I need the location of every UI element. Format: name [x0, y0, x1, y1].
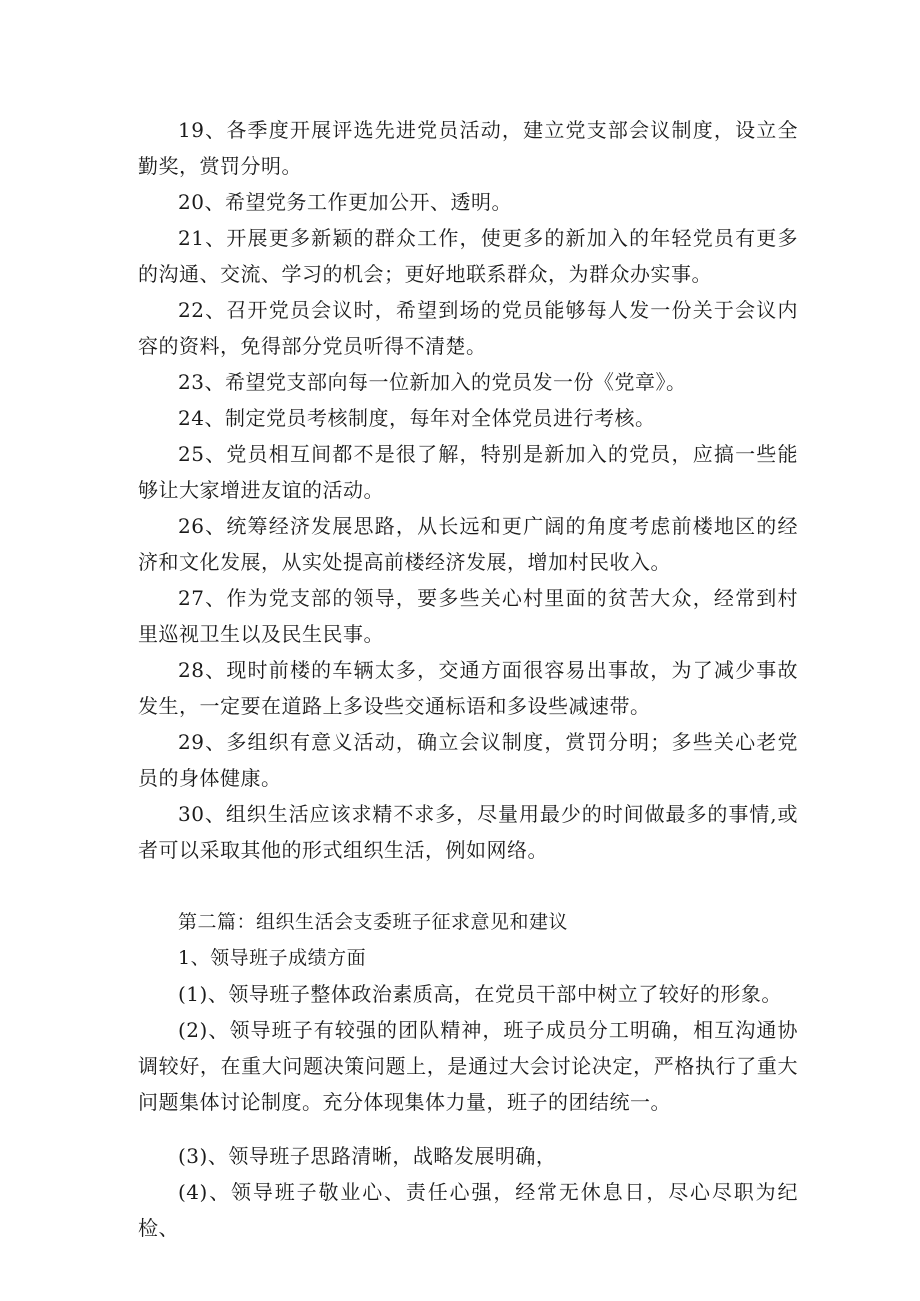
- paragraph-spacer: [138, 1120, 798, 1138]
- sub-item-3: (3)、领导班子思路清晰，战略发展明确，: [178, 1144, 557, 1168]
- sub-item-1: (1)、领导班子整体政治素质高，在党员干部中树立了较好的形象。: [178, 982, 782, 1006]
- section-title: 第二篇：组织生活会支委班子征求意见和建议: [178, 911, 569, 933]
- sub-item-4: (4)、领导班子敬业心、责任心强，经常无休息日，尽心尽职为纪检、: [138, 1180, 798, 1240]
- subsection-title: 1、领导班子成绩方面: [178, 947, 367, 969]
- list-item-25: 25、党员相互间都不是很了解，特别是新加入的党员，应搞一些能够让大家增进友谊的活动。: [138, 442, 798, 502]
- list-item-20: 20、希望党务工作更加公开、透明。: [178, 190, 512, 214]
- list-item-29: 29、多组织有意义活动，确立会议制度，赏罚分明；多些关心老党员的身体健康。: [138, 730, 798, 790]
- list-item-28: 28、现时前楼的车辆太多，交通方面很容易出事故，为了减少事故发生，一定要在道路上多设些交通标语和多设些减速带。: [138, 658, 798, 718]
- list-item-22: 22、召开党员会议时，希望到场的党员能够每人发一份关于会议内容的资料，免得部分党员听得不清楚。: [138, 298, 798, 358]
- list-item-21: 21、开展更多新颖的群众工作，使更多的新加入的年轻党员有更多的沟通、交流、学习的机会；更好地联系群众，为群众办实事。: [138, 226, 798, 286]
- list-item-23: 23、希望党支部向每一位新加入的党员发一份《党章》。: [178, 370, 687, 394]
- list-item-30: 30、组织生活应该求精不求多，尽量用最少的时间做最多的事情,或者可以采取其他的形式组织生活，例如网络。: [138, 802, 798, 862]
- section-spacer: [138, 868, 798, 904]
- document-body: [138, 112, 798, 1246]
- list-item-26: 26、统筹经济发展思路，从长远和更广阔的角度考虑前楼地区的经济和文化发展，从实处提高前楼经济发展，增加村民收入。: [138, 514, 798, 574]
- sub-item-2: (2)、领导班子有较强的团队精神，班子成员分工明确，相互沟通协调较好，在重大问题决策问题上，是通过大会讨论决定，严格执行了重大问题集体讨论制度。充分体现集体力量，班子的团结统一。: [138, 1018, 798, 1114]
- list-item-27: 27、作为党支部的领导，要多些关心村里面的贫苦大众，经常到村里巡视卫生以及民生民事。: [138, 586, 798, 646]
- list-item-19: 19、各季度开展评选先进党员活动，建立党支部会议制度，设立全勤奖，赏罚分明。: [138, 118, 798, 178]
- list-item-24: 24、制定党员考核制度，每年对全体党员进行考核。: [178, 406, 656, 430]
